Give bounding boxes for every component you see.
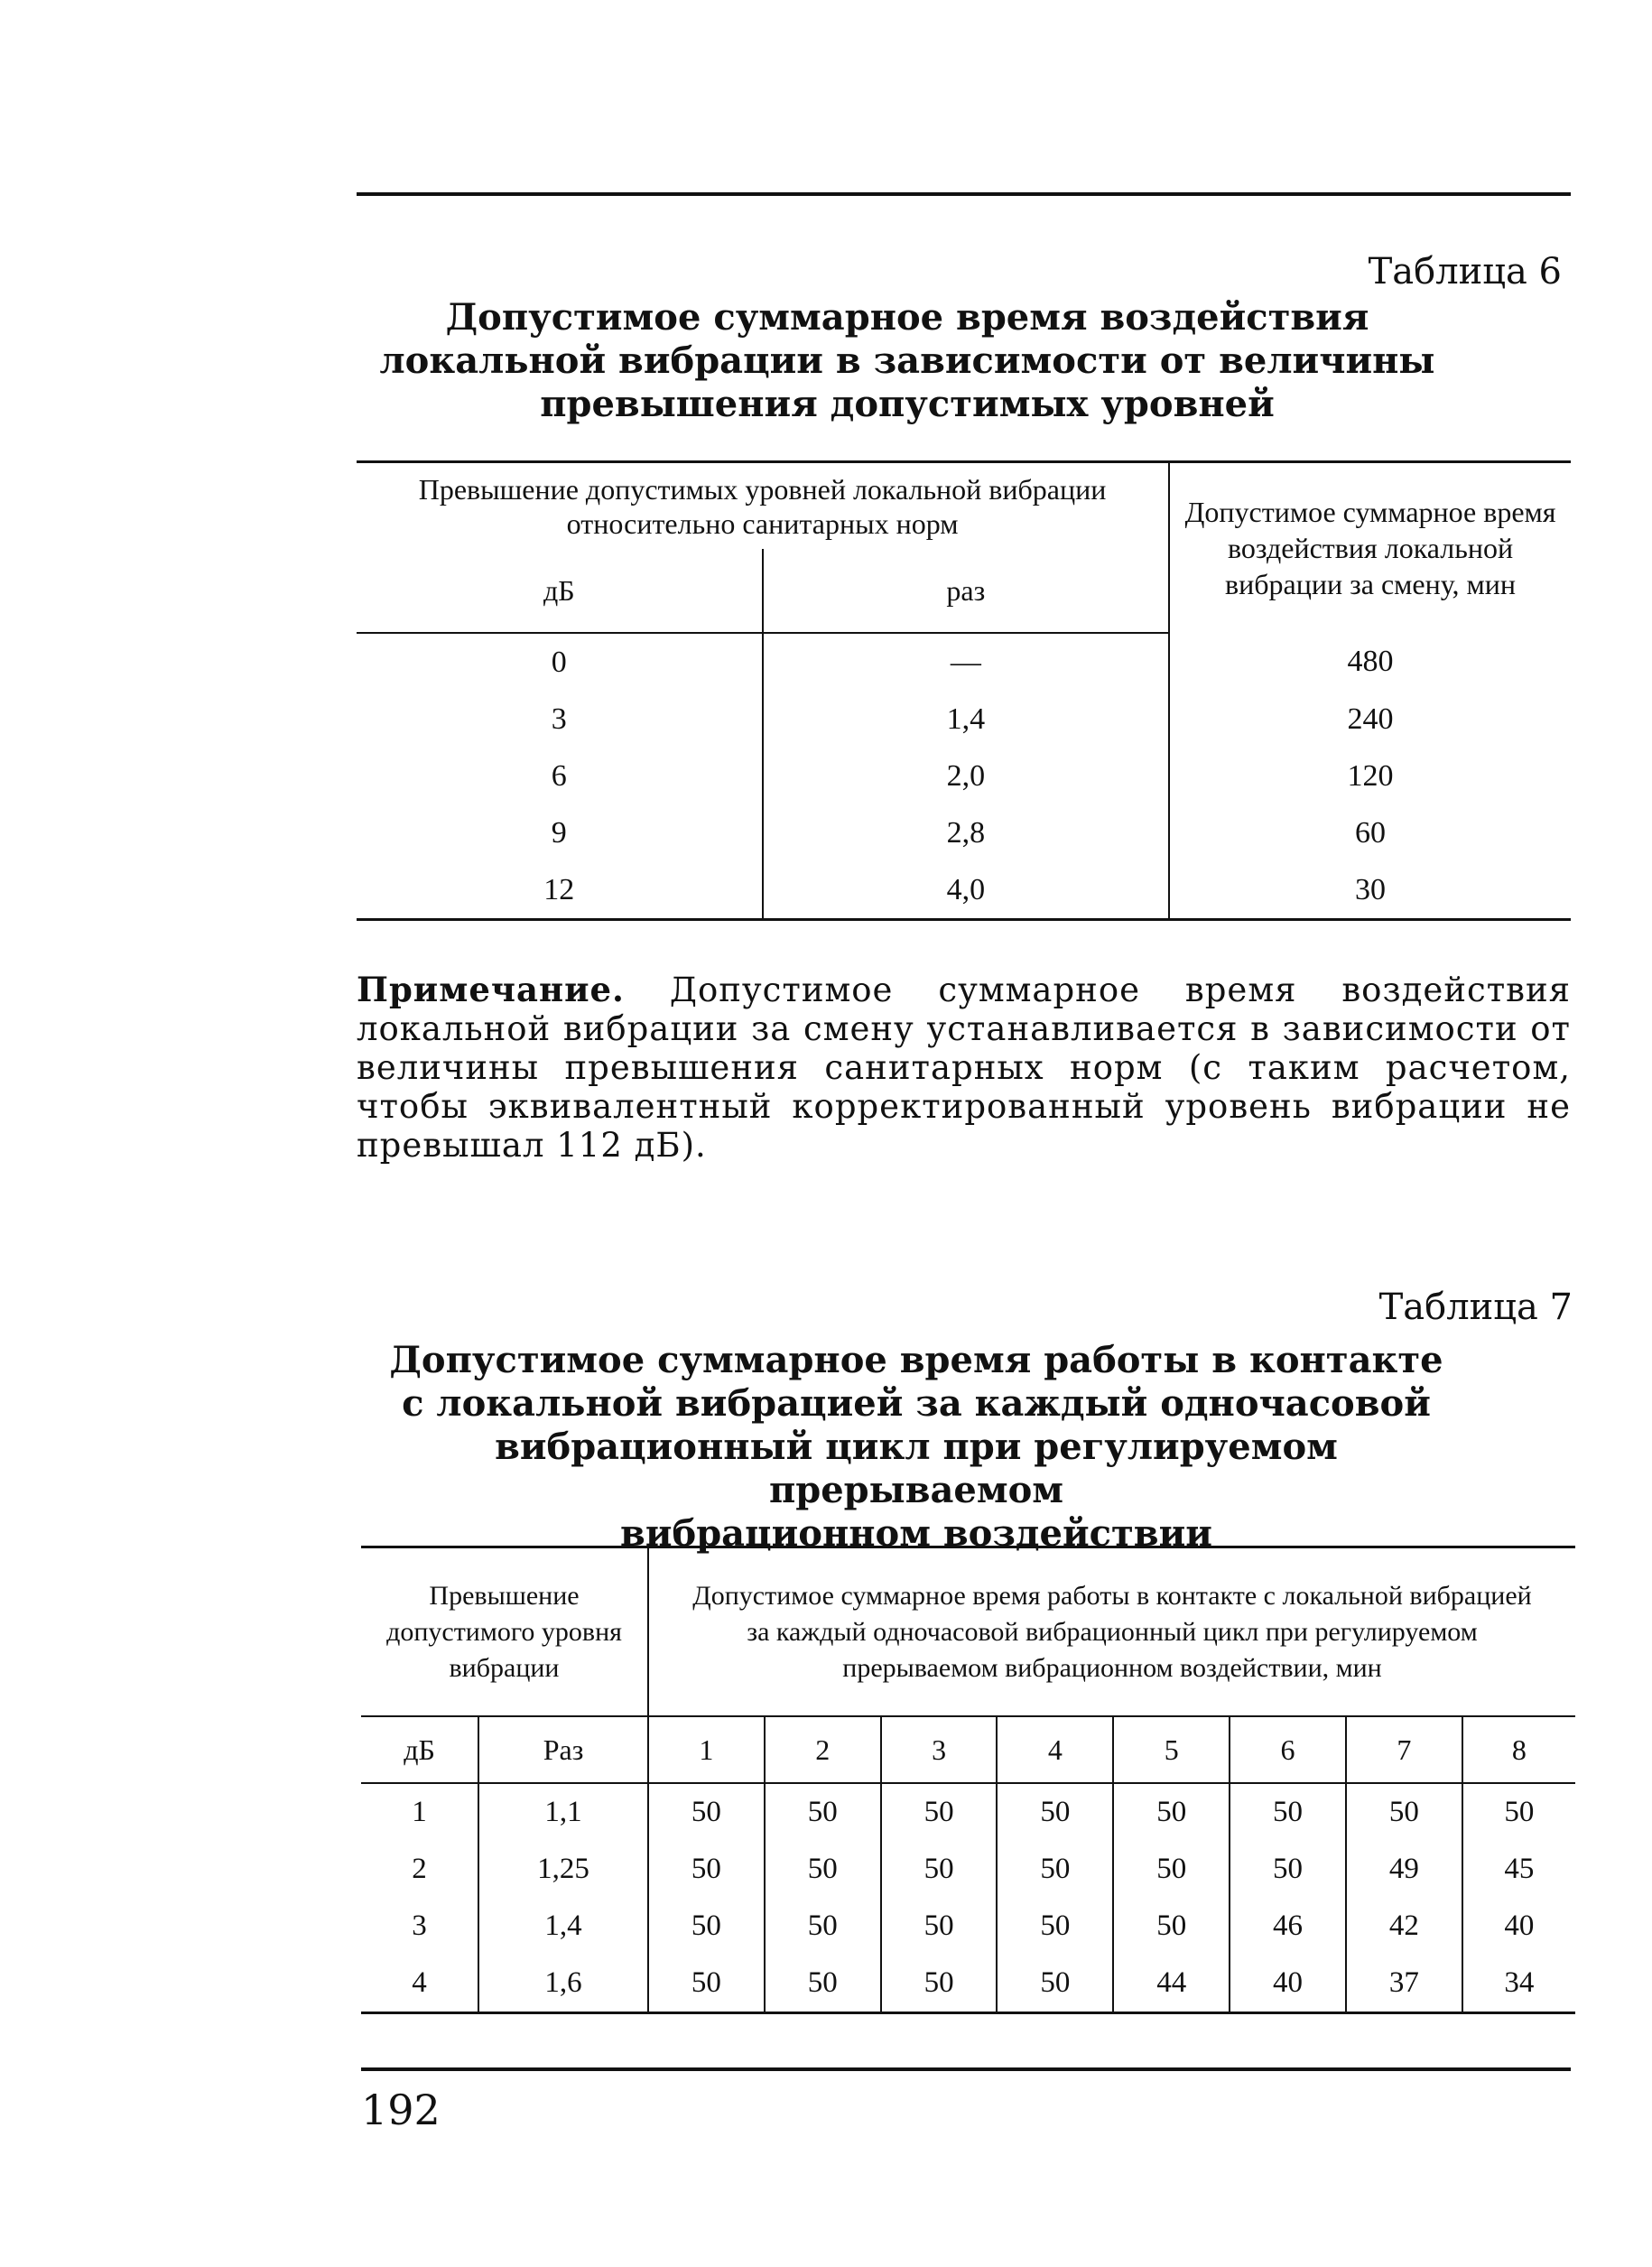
- page-number: 192: [361, 2086, 441, 2134]
- table-cell: 60: [1355, 815, 1387, 850]
- table-cell: 50: [648, 1955, 765, 2013]
- table7-col-cycle: 6: [1230, 1716, 1346, 1783]
- table-cell: 42: [1346, 1898, 1462, 1955]
- table-cell: 1,4: [478, 1898, 648, 1955]
- table-cell: 0: [357, 633, 763, 691]
- table-cell: 50: [997, 1955, 1113, 2013]
- top-rule: [357, 192, 1571, 196]
- table6-col-db: дБ: [357, 549, 763, 633]
- table7-col-cycle: 1: [648, 1716, 765, 1783]
- table7-col-cycle: 3: [881, 1716, 998, 1783]
- table7-title-line: вибрационный цикл при регулируемом прерываемом: [495, 1426, 1338, 1511]
- table7-col-times: Раз: [478, 1716, 648, 1783]
- table-row: [361, 1898, 1575, 1955]
- table-cell: 50: [1504, 1796, 1535, 1828]
- table6-note: [357, 971, 1571, 1165]
- table-cell: 3: [361, 1898, 478, 1955]
- table7-head-right: Допустимое суммарное время работы в контакте с локальной вибрацией за каждый одночасовой вибрационный цикл при регулируемом прерываемом вибрационном воздействии, мин: [648, 1547, 1575, 1717]
- table-cell: 45: [1504, 1853, 1535, 1885]
- table-cell: 9: [357, 804, 763, 861]
- table-cell: 30: [1169, 861, 1571, 920]
- table-row: [357, 804, 1571, 861]
- table-cell: 2,0: [763, 748, 1170, 804]
- table-cell: 1: [361, 1783, 478, 1841]
- table6-title-line: превышения допустимых уровней: [540, 383, 1275, 425]
- table-cell: 4: [361, 1955, 478, 2013]
- table-cell: 50: [1113, 1783, 1230, 1841]
- table-cell: 2: [361, 1841, 478, 1898]
- table7-col-db: дБ: [361, 1716, 478, 1783]
- table-row: [357, 861, 1571, 920]
- table-cell: 50: [881, 1841, 998, 1898]
- table-cell: 50: [765, 1783, 881, 1841]
- table7-col-cycle: 7: [1346, 1716, 1462, 1783]
- table-cell: 50: [765, 1841, 881, 1898]
- table-cell: —: [763, 633, 1170, 691]
- table7-title: [357, 1339, 1476, 1556]
- table7-col-cycle: 4: [997, 1716, 1113, 1783]
- table-cell: 50: [1346, 1783, 1462, 1841]
- table-cell: 50: [1113, 1898, 1230, 1955]
- table7-caption: Таблица 7: [1378, 1287, 1573, 1328]
- table-cell: 12: [357, 861, 763, 920]
- note-text: Допустимое суммарное время воздействия локальной вибрации за смену устанавливается в зависимости от величины превышения санитарных норм (с таким расчетом, чтобы эквивалентный корректированный уровень вибрации не превышал 112 дБ).: [357, 971, 1572, 1165]
- table-cell: 120: [1347, 758, 1394, 793]
- table-cell: 50: [997, 1898, 1113, 1955]
- table-cell: 49: [1346, 1841, 1462, 1898]
- table7-col-cycle: 5: [1113, 1716, 1230, 1783]
- table7-title-line: вибрационном воздействии: [620, 1512, 1212, 1555]
- table-cell: 40: [1230, 1955, 1346, 2013]
- table-cell: 6: [357, 748, 763, 804]
- note-label: Примечание.: [357, 970, 625, 1009]
- table-row: [357, 748, 1571, 804]
- table-cell: 2,8: [763, 804, 1170, 861]
- table-cell: 50: [881, 1955, 998, 2013]
- table-row: [357, 691, 1571, 748]
- table-cell: 40: [1504, 1909, 1535, 1942]
- table-cell: 1,1: [478, 1783, 648, 1841]
- table6: [357, 460, 1571, 921]
- table-cell: 50: [997, 1783, 1113, 1841]
- table-cell: 44: [1113, 1955, 1230, 2013]
- table6-title-line: Допустимое суммарное время воздействия: [445, 296, 1369, 339]
- table-row: [357, 633, 1571, 691]
- table-cell: 50: [765, 1955, 881, 2013]
- table-cell: 37: [1346, 1955, 1462, 2013]
- table-row: [361, 1783, 1575, 1841]
- table-cell: 50: [997, 1841, 1113, 1898]
- table-cell: 3: [357, 691, 763, 748]
- table7-title-line: с локальной вибрацией за каждый одночасовой: [402, 1382, 1431, 1425]
- table6-caption: Таблица 6: [1368, 251, 1562, 293]
- table-cell: 50: [1113, 1841, 1230, 1898]
- table7-col-cycle: 2: [765, 1716, 881, 1783]
- table6-col-times: раз: [763, 549, 1170, 633]
- table7: [361, 1546, 1575, 2014]
- table6-head-group: Превышение допустимых уровней локальной вибрации относительно санитарных норм: [357, 462, 1169, 550]
- table-cell: 1,4: [763, 691, 1170, 748]
- table6-title: [357, 296, 1458, 426]
- table7-col-cycle: 8: [1462, 1716, 1575, 1783]
- table-cell: 50: [881, 1898, 998, 1955]
- table-cell: 34: [1462, 1955, 1575, 2013]
- table-cell: 50: [1230, 1841, 1346, 1898]
- footer-rule: [361, 2067, 1571, 2071]
- table-cell: 50: [648, 1783, 765, 1841]
- table7-head-left: Превышение допустимого уровня вибрации: [361, 1547, 648, 1717]
- table-cell: 50: [881, 1783, 998, 1841]
- table-cell: 46: [1230, 1898, 1346, 1955]
- table-row: [361, 1955, 1575, 2013]
- table-cell: 50: [648, 1841, 765, 1898]
- table-cell: 1,25: [478, 1841, 648, 1898]
- table-cell: 50: [648, 1898, 765, 1955]
- table7-title-line: Допустимое суммарное время работы в контакте: [389, 1339, 1443, 1381]
- table6-head-time: Допустимое суммарное время воздействия локальной вибрации за смену, мин: [1169, 462, 1571, 634]
- table-cell: 4,0: [763, 861, 1170, 920]
- table-cell: 50: [1230, 1783, 1346, 1841]
- table-row: [361, 1841, 1575, 1898]
- table-cell: 240: [1347, 701, 1394, 736]
- table6-title-line: локальной вибрации в зависимости от величины: [379, 339, 1435, 382]
- table-cell: 480: [1347, 645, 1394, 678]
- table-cell: 50: [765, 1898, 881, 1955]
- table-cell: 1,6: [478, 1955, 648, 2013]
